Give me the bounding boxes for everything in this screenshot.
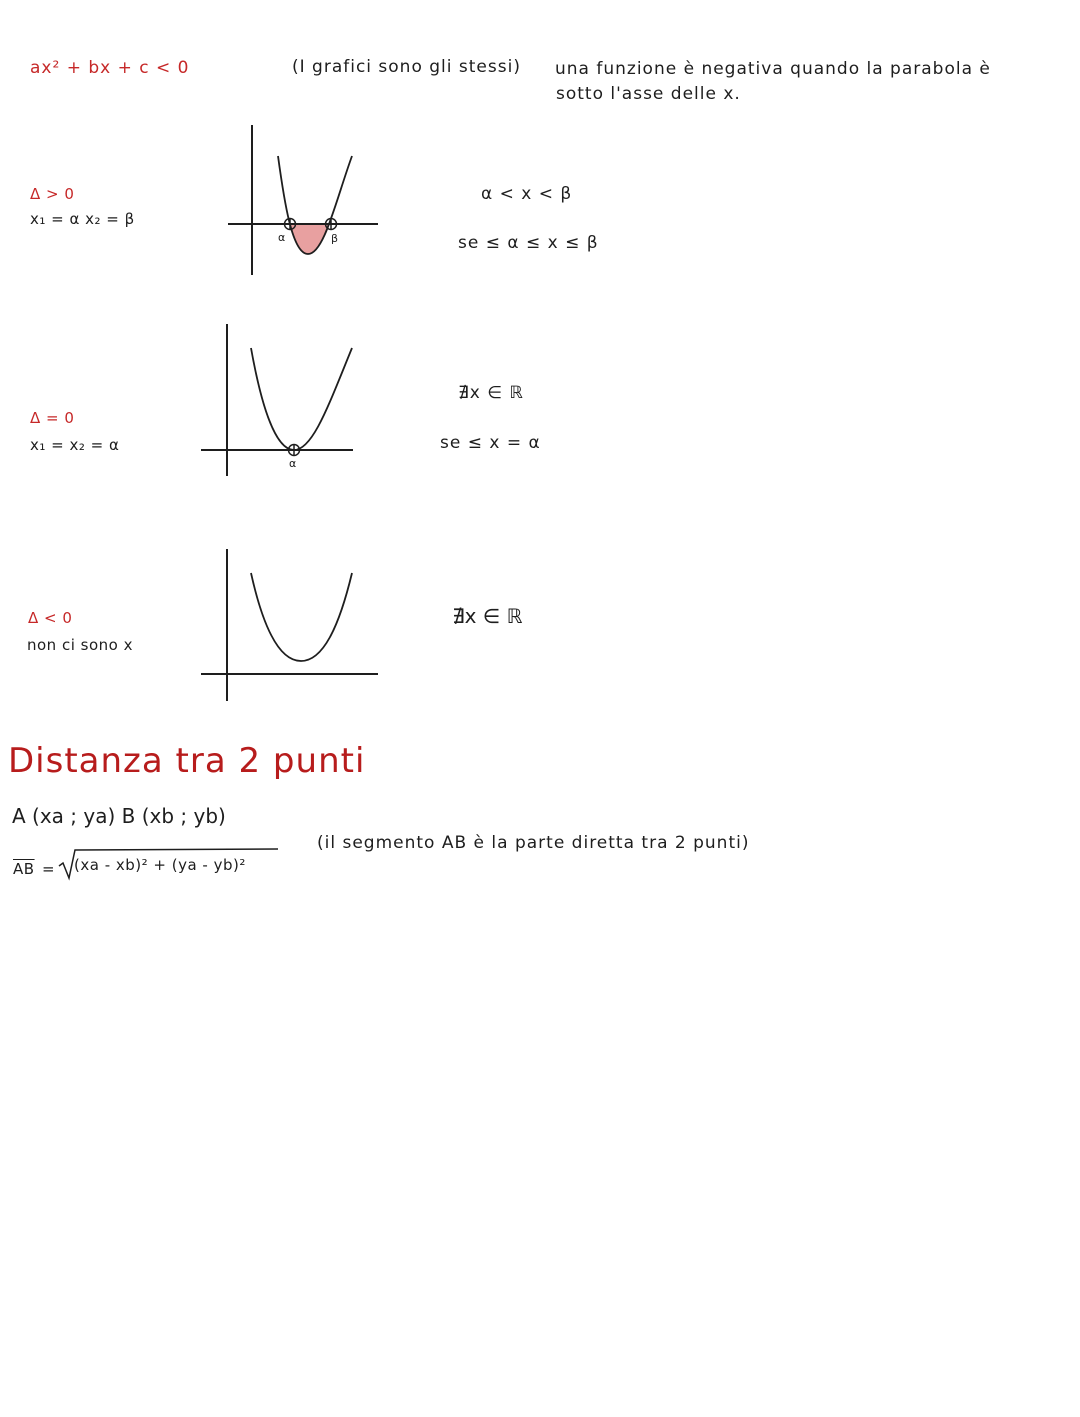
case1-solution-equal: se ≤ α ≤ x ≤ β <box>458 233 599 253</box>
case2-graph <box>195 320 365 480</box>
rule-line-2: sotto l'asse delle x. <box>556 84 741 104</box>
case2-delta: Δ = 0 <box>30 409 75 427</box>
case3-roots: non ci sono x <box>27 636 133 654</box>
distance-title: Distanza tra 2 punti <box>8 741 366 781</box>
case3-solution: ∄x ∈ ℝ <box>452 604 523 628</box>
alpha-label: α <box>289 457 297 470</box>
case1-graph <box>220 120 390 280</box>
alpha-label: α <box>278 231 286 244</box>
segment-ab-label: $\overline{AB}$ <box>13 860 35 878</box>
case1-delta: Δ > 0 <box>30 185 75 203</box>
rule-line-1: una funzione è negativa quando la parabola è <box>555 59 991 79</box>
parabola-curve <box>251 573 352 661</box>
inequality-heading: ax² + bx + c < 0 <box>30 58 190 78</box>
points-definition: A (xa ; ya) B (xb ; yb) <box>12 804 226 828</box>
formula-equals: = <box>42 860 56 878</box>
beta-label: β <box>331 232 339 245</box>
case3-delta: Δ < 0 <box>28 609 73 627</box>
case2-solution: ∄x ∈ ℝ <box>458 383 524 403</box>
graphs-note: (I grafici sono gli stessi) <box>292 57 521 77</box>
case1-roots: x₁ = α x₂ = β <box>30 210 135 228</box>
case1-solution: α < x < β <box>481 184 573 204</box>
segment-note: (il segmento AB è la parte diretta tra 2 punti) <box>317 833 750 853</box>
parabola-curve <box>251 348 352 450</box>
case2-solution-equal: se ≤ x = α <box>440 433 541 453</box>
case3-graph <box>195 545 385 705</box>
negative-region-fill <box>290 224 330 254</box>
formula-radicand: (xa - xb)² + (ya - yb)² <box>74 856 246 874</box>
case2-roots: x₁ = x₂ = α <box>30 436 120 454</box>
